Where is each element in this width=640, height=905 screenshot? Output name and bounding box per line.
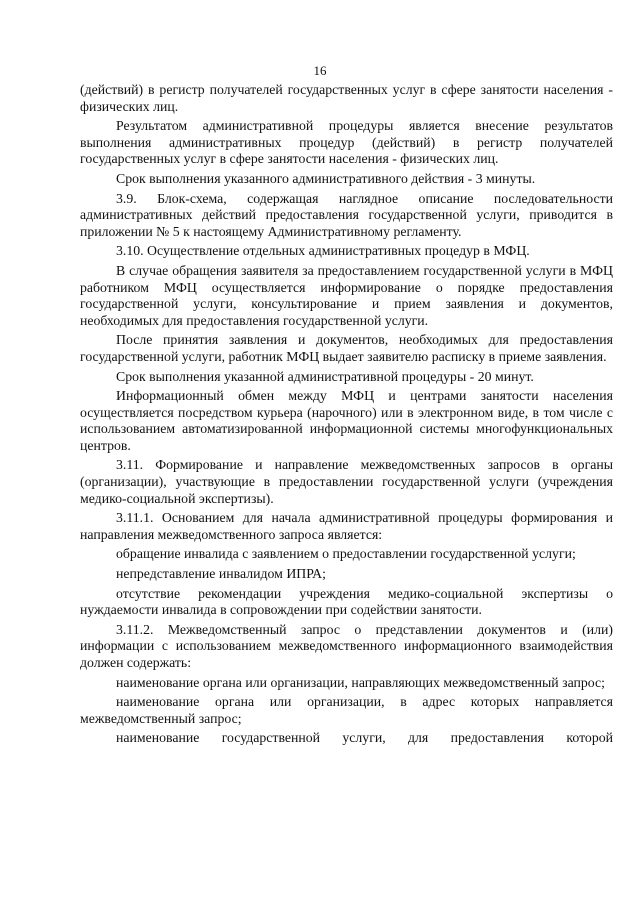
paragraph: Срок выполнения указанной административной процедуры - 20 минут.: [116, 368, 534, 384]
paragraph: наименование органа или организации, направляющих межведомственный запрос;: [116, 674, 605, 690]
page-number: 16: [313, 63, 327, 78]
paragraph: наименование государственной услуги, для предоставления которой: [116, 730, 613, 746]
paragraph: Срок выполнения указанного административного действия - 3 минуты.: [116, 170, 536, 186]
paragraph: В случае обращения заявителя за предоставлением государственной услуги в МФЦ работником МФЦ осуществляется информирование о порядке предоставления государственной услуги, консультирование и прием заявления и документов, необходимых для предоставления государственной услуги.: [80, 262, 613, 328]
paragraph: (действий) в регистр получателей государственных услуг в сфере занятости населения - физических лиц.: [80, 82, 613, 114]
paragraph: После принятия заявления и документов, необходимых для предоставления государственной услуги, работник МФЦ выдает заявителю расписку в приеме заявления.: [80, 332, 613, 364]
paragraph: непредставление инвалидом ИПРА;: [116, 566, 326, 582]
paragraph: 3.9. Блок-схема, содержащая наглядное описание последовательности административных действий предоставления государственной услуги, приводится в приложении № 5 к настоящему Административному регламенту.: [80, 190, 613, 239]
paragraph: отсутствие рекомендации учреждения медико-социальной экспертизы о нуждаемости инвалида в сопровождении при содействии занятости.: [80, 585, 613, 618]
paragraph: 3.11.1. Основанием для начала административной процедуры формирования и направления межведомственного запроса является:: [80, 510, 613, 542]
paragraph: наименование органа или организации, в адрес которых направляется межведомственный запрос;: [80, 694, 613, 726]
paragraph: обращение инвалида с заявлением о предоставлении государственной услуги;: [116, 546, 576, 562]
paragraph: 3.10. Осуществление отдельных административных процедур в МФЦ.: [116, 243, 530, 259]
paragraph: Результатом административной процедуры является внесение результатов выполнения административных процедур (действий) в регистр получателей государственных услуг в сфере занятости населения - физических лиц.: [80, 118, 613, 167]
body-text: [80, 82, 613, 750]
paragraph: Информационный обмен между МФЦ и центрами занятости населения осуществляется посредством курьера (нарочного) или в электронном виде, в том числе с использованием автоматизированной информационной системы многофункциональных центров.: [80, 388, 613, 453]
paragraph: 3.11.2. Межведомственный запрос о представлении документов и (или) информации с использованием межведомственного информационного взаимодействия должен содержать:: [80, 621, 613, 670]
paragraph: 3.11. Формирование и направление межведомственных запросов в органы (организации), участвующие в предоставлении государственной услуги (учреждения медико-социальной экспертизы).: [80, 457, 613, 506]
